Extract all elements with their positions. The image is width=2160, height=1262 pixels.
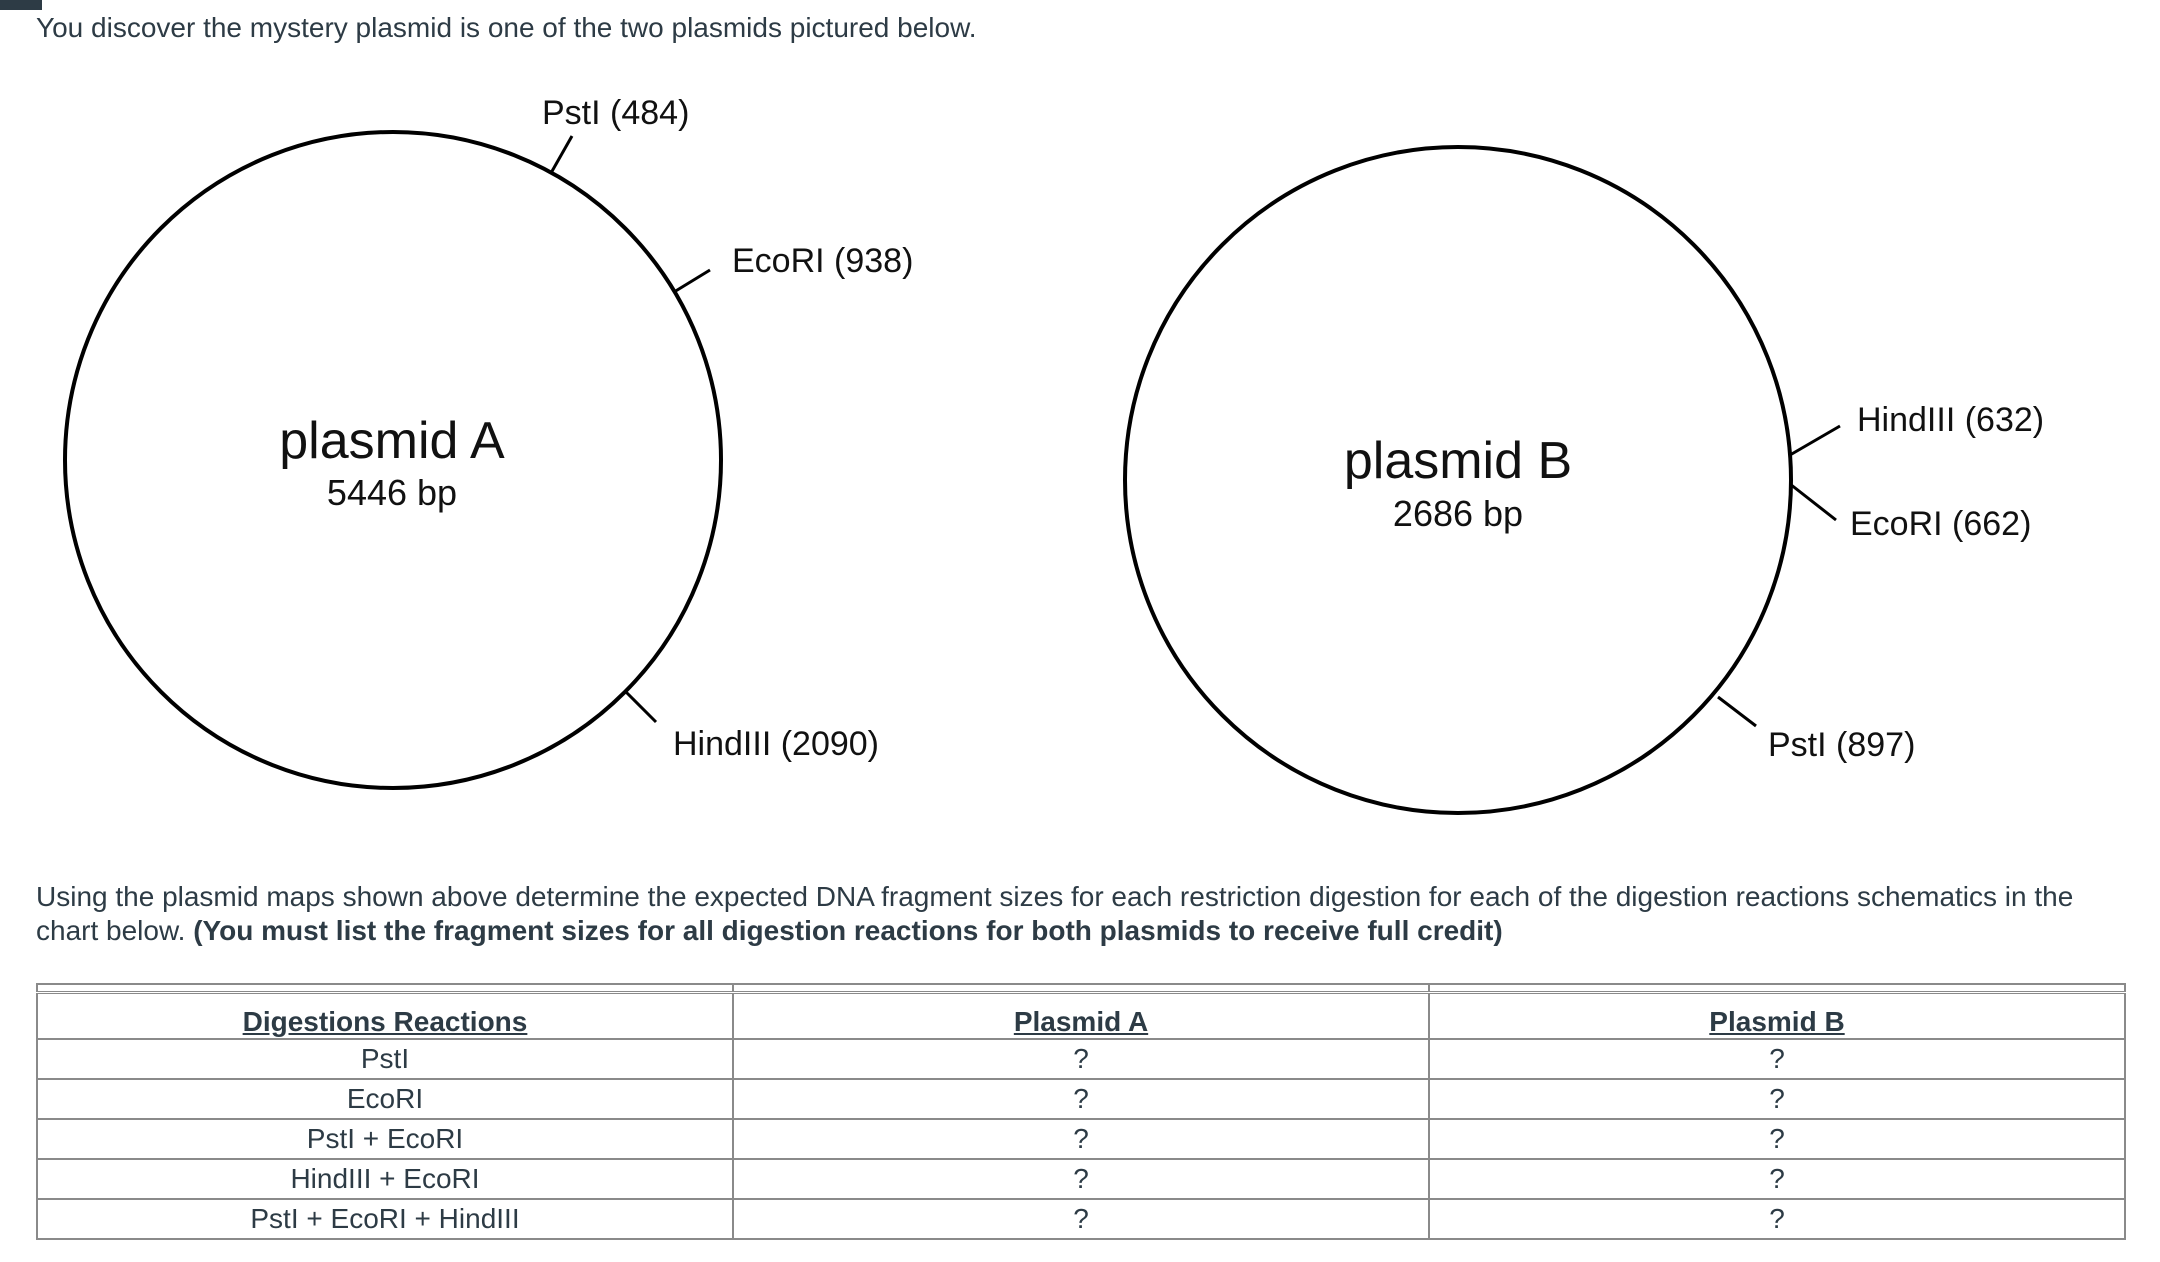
instructions-bold: (You must list the fragment sizes for all digestion reactions for both plasmids to receive full credit): [193, 915, 1503, 946]
column-header: Plasmid A: [733, 993, 1429, 1040]
plasmid-b-cell: ?: [1429, 1159, 2125, 1199]
table-row: [37, 1159, 2125, 1199]
plasmid-b-cell: ?: [1429, 1199, 2125, 1239]
reaction-cell: EcoRI: [37, 1079, 733, 1119]
plasmid-b-psti-tick: [1718, 697, 1756, 726]
plasmid-a-cell: ?: [733, 1159, 1429, 1199]
reaction-cell: PstI + EcoRI + HindIII: [37, 1199, 733, 1239]
plasmid-a-cell: ?: [733, 1119, 1429, 1159]
plasmid-b-hindiii-tick: [1790, 426, 1840, 455]
table-header-row: [37, 993, 2125, 1040]
table-top-border: [37, 984, 2125, 993]
plasmid-a-hindiii-tick: [626, 692, 656, 722]
column-header: Plasmid B: [1429, 993, 2125, 1040]
plasmid-b-site-label: PstI (897): [1768, 726, 1916, 764]
plasmid-a-map: [65, 94, 913, 788]
table-row: [37, 1199, 2125, 1239]
plasmid-b-cell: ?: [1429, 1079, 2125, 1119]
plasmid-b-site-label: EcoRI (662): [1850, 505, 2032, 543]
plasmid-b-name: plasmid B: [1343, 432, 1573, 490]
plasmid-a-cell: ?: [733, 1079, 1429, 1119]
table-row: [37, 1119, 2125, 1159]
plasmid-a-site-label: EcoRI (938): [732, 242, 914, 280]
table-row: [37, 1079, 2125, 1119]
instructions-text: Using the plasmid maps shown above determine the expected DNA fragment sizes for each restriction digestion for each of the digestion reactions schematics in the chart below.: [36, 881, 2074, 946]
plasmid-b-site-label: HindIII (632): [1857, 401, 2045, 439]
plasmid-a-site-label: PstI (484): [542, 94, 690, 132]
plasmid-maps-diagram: [0, 80, 2160, 840]
reaction-cell: PstI: [37, 1039, 733, 1079]
reaction-cell: HindIII + EcoRI: [37, 1159, 733, 1199]
digestion-table: [36, 983, 2126, 1240]
column-header: Digestions Reactions: [37, 993, 733, 1040]
plasmid-b-cell: ?: [1429, 1119, 2125, 1159]
plasmid-b-size: 2686 bp: [1392, 493, 1524, 534]
corner-tab: [0, 0, 42, 10]
intro-text: You discover the mystery plasmid is one of the two plasmids pictured below.: [36, 12, 977, 43]
plasmid-b-ecori-tick: [1790, 484, 1836, 520]
instructions: [36, 880, 2136, 948]
plasmid-b-map: [1125, 147, 2044, 813]
plasmid-a-psti-tick: [551, 136, 572, 173]
reaction-cell: PstI + EcoRI: [37, 1119, 733, 1159]
plasmid-a-site-label: HindIII (2090): [673, 725, 879, 763]
table-row: [37, 1039, 2125, 1079]
plasmid-a-name: plasmid A: [279, 412, 505, 470]
plasmid-a-cell: ?: [733, 1039, 1429, 1079]
plasmid-a-cell: ?: [733, 1199, 1429, 1239]
plasmid-a-ecori-tick: [674, 270, 710, 292]
plasmid-b-cell: ?: [1429, 1039, 2125, 1079]
plasmid-a-size: 5446 bp: [326, 472, 458, 513]
